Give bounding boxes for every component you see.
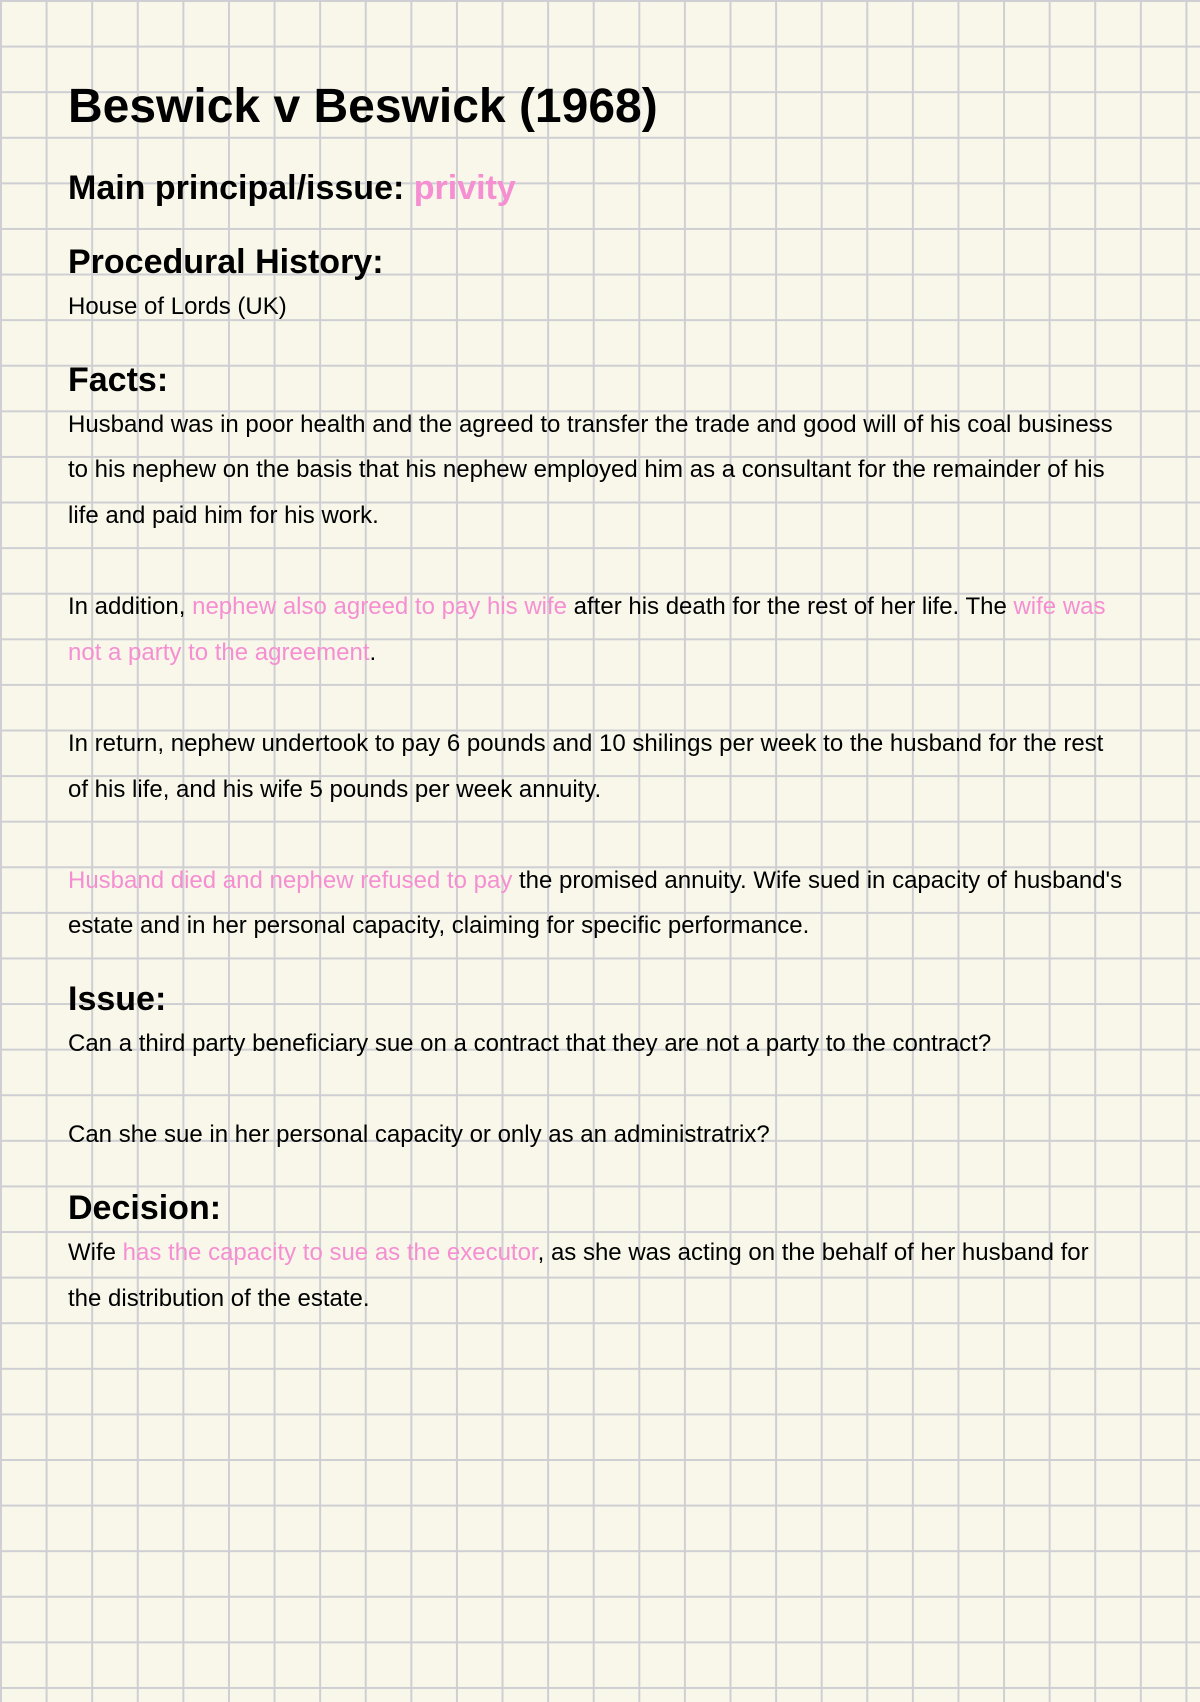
facts-p2-text-e: . [369,638,377,666]
decision-heading: Decision: [68,1188,222,1227]
page-title: Beswick v Beswick (1968) [68,80,658,133]
decision-text-a: Wife [68,1239,123,1267]
facts-heading: Facts: [68,360,169,399]
facts-p4-text: the promised annuity. Wife sued in capacity of husband's estate and in her personal capacity, claiming for specific performance. [68,866,1123,940]
facts-paragraph-4 [68,858,1128,949]
decision-highlight: has the capacity to sue as the executor [122,1239,538,1267]
decision-text-c: , as she was acting on the behalf of her husband for the distribution of the estate. [68,1239,1089,1312]
facts-p4-highlight: Husband died and nephew refused to pay [68,866,513,894]
facts-paragraph-1: Husband was in poor health and the agreed to transfer the trade and good will of his coal business to his nephew on the basis that his nephew employed him as a consultant for the remainder of his life and paid him for his work. [68,410,1113,529]
facts-paragraph-2 [68,584,1128,675]
main-principal-label: Main principal/issue: [68,168,414,207]
decision-paragraph [68,1230,1128,1321]
procedural-history-heading: Procedural History: [68,242,384,281]
facts-paragraph-3: In return, nephew undertook to pay 6 pounds and 10 shilings per week to the husband for the rest of his life, and his wife 5 pounds per week annuity. [68,729,1104,803]
facts-p2-text-a: In addition, [68,593,193,621]
facts-p2-highlight-1: nephew also agreed to pay his wife [192,593,567,621]
facts-p2-text-c: after his death for the rest of her life. The [567,593,1014,621]
main-principal-heading [68,166,1128,210]
issue-paragraph-1: Can a third party beneficiary sue on a contract that they are not a party to the contract? [68,1030,992,1058]
procedural-history-text: House of Lords (UK) [68,292,287,320]
issue-heading: Issue: [68,979,167,1018]
facts-p2-highlight-2: wife was not a party to the agreement [68,593,1106,666]
issue-paragraph-2: Can she sue in her personal capacity or only as an administratrix? [68,1121,770,1149]
case-brief-page [68,78,1128,1321]
main-principal-value: privity [413,168,516,207]
